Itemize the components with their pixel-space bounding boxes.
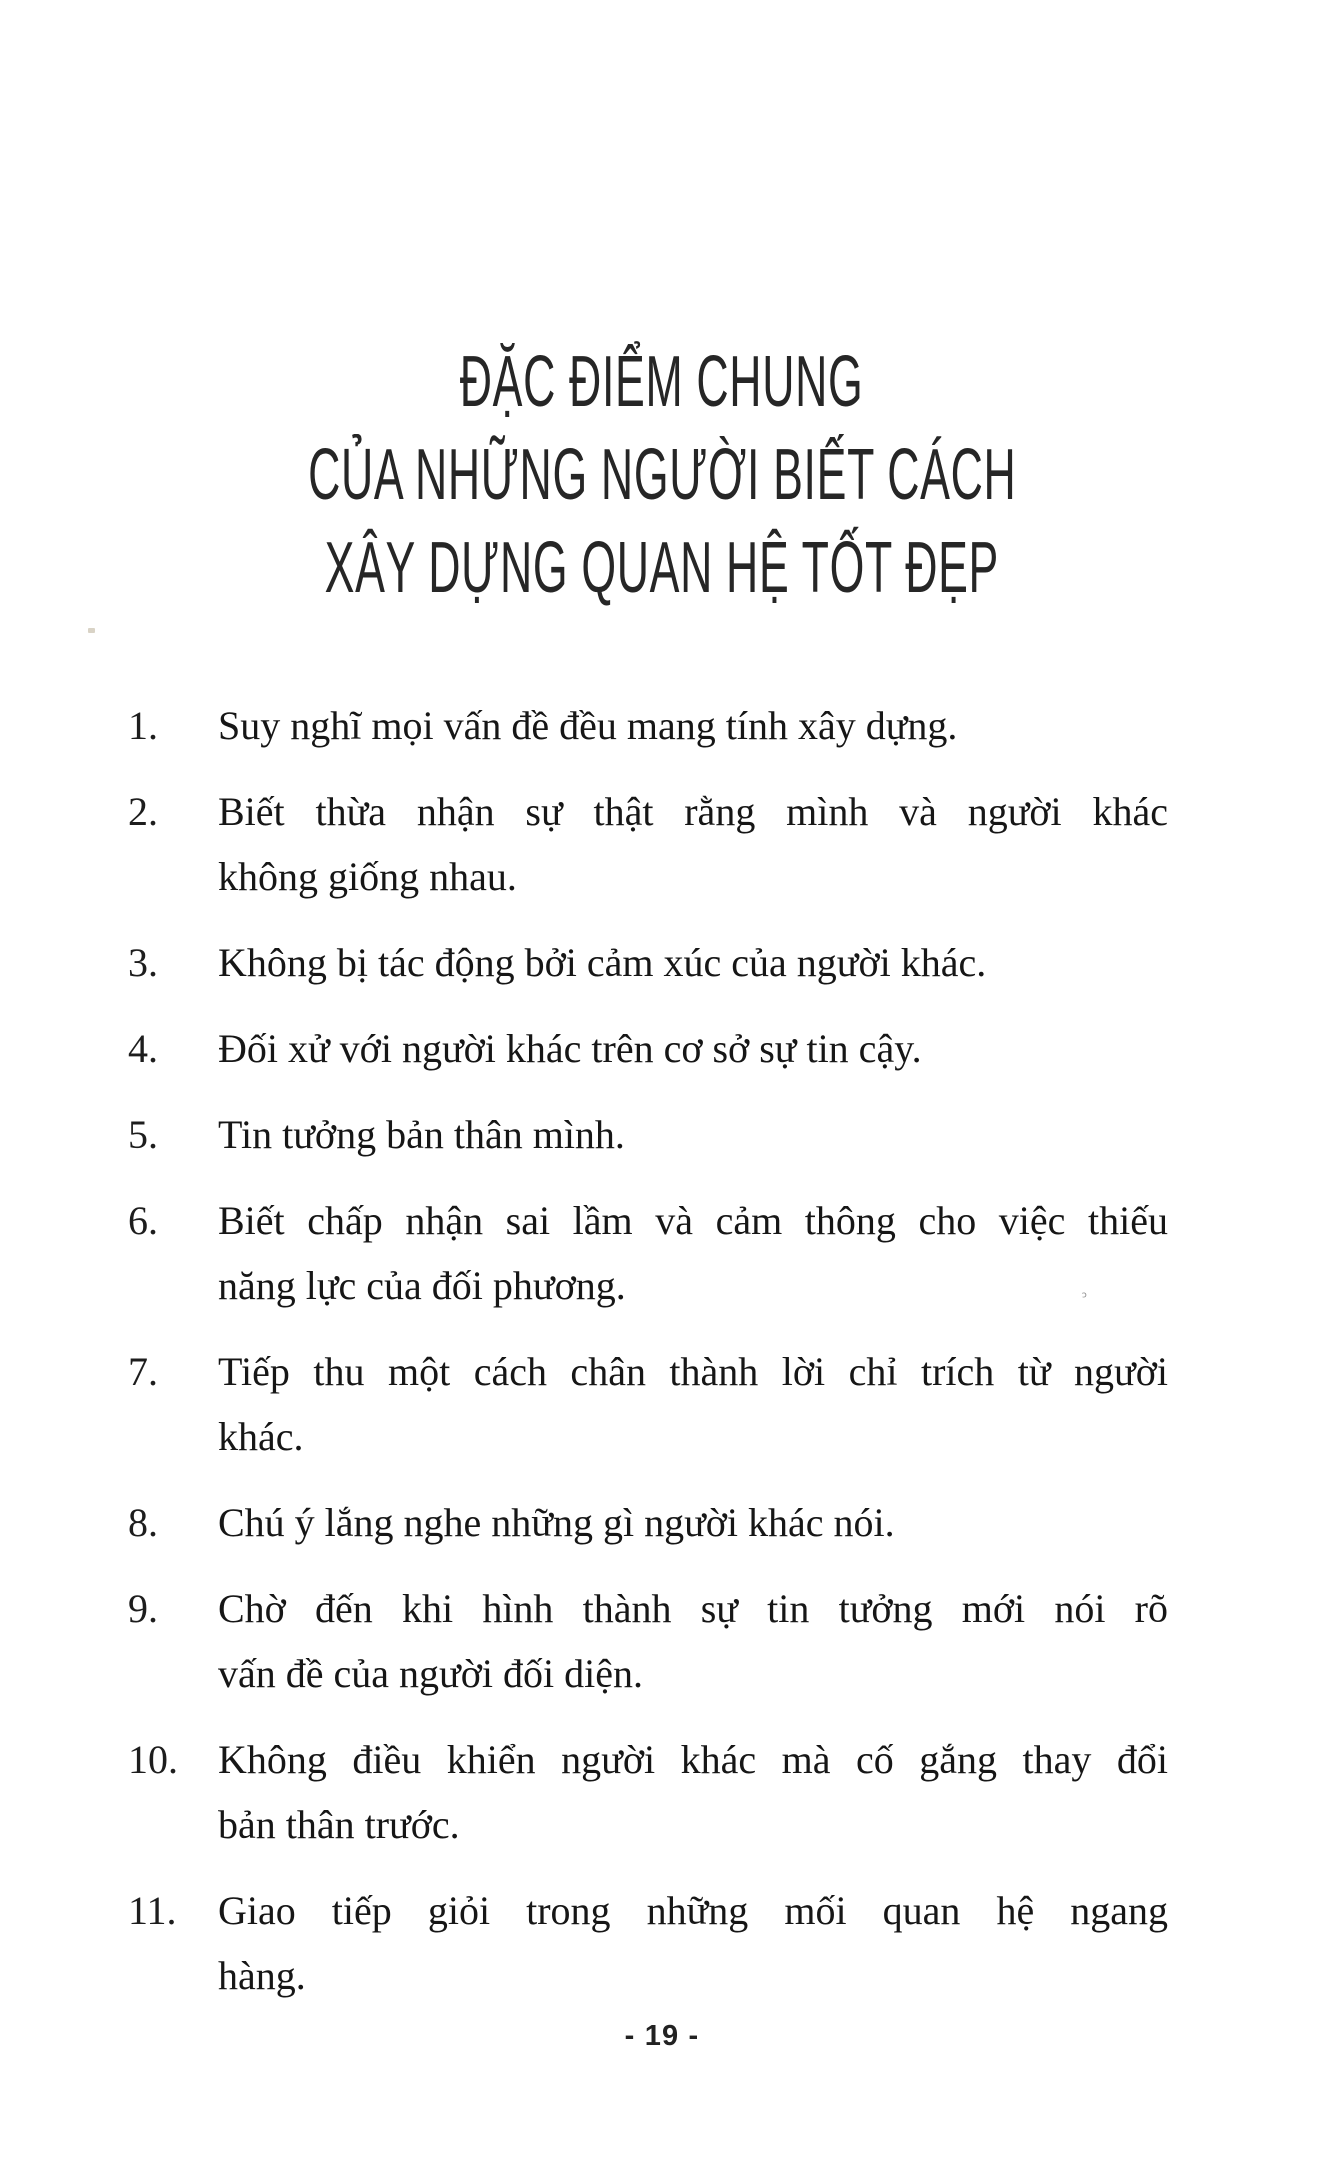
text-line: bản thân trước.	[218, 1802, 460, 1847]
list-item	[128, 1576, 1168, 1706]
numbered-list	[128, 693, 1168, 2029]
scan-artifact-speck	[88, 628, 95, 633]
list-item-number: 8.	[128, 1500, 158, 1545]
list-item	[128, 1102, 1168, 1167]
text-line: khác.	[218, 1414, 304, 1459]
list-item	[128, 1878, 1168, 2008]
list-item-text	[218, 1727, 1168, 1857]
list-item-number: 2.	[128, 789, 158, 834]
list-item-text	[218, 930, 1168, 995]
chapter-title-line-2	[0, 429, 1324, 522]
text-line: Chú ý lắng nghe những gì người khác nói.	[218, 1500, 895, 1545]
chapter-title	[0, 336, 1324, 615]
list-item	[128, 1490, 1168, 1555]
text-line: Chờ đến khi hình thành sự tin tưởng mới nói rõ	[218, 1586, 1168, 1631]
list-item-text	[218, 1339, 1168, 1469]
list-item-text	[218, 1878, 1168, 2008]
list-item-number: 6.	[128, 1198, 158, 1243]
list-item	[128, 1188, 1168, 1318]
text-line: Suy nghĩ mọi vấn đề đều mang tính xây dựng.	[218, 703, 958, 748]
text-line: Tiếp thu một cách chân thành lời chỉ trích từ người	[218, 1349, 1168, 1394]
list-item-number: 10.	[128, 1737, 178, 1782]
list-item-number: 3.	[128, 940, 158, 985]
list-item-number: 4.	[128, 1026, 158, 1071]
list-item-number: 1.	[128, 703, 158, 748]
text-line: Biết chấp nhận sai lầm và cảm thông cho việc thiếu	[218, 1198, 1168, 1243]
scan-artifact-smudge: ᵓ	[1080, 1287, 1089, 1307]
chapter-title-line-1	[0, 336, 1324, 429]
text-line: Biết thừa nhận sự thật rằng mình và người khác	[218, 789, 1168, 834]
chapter-title-text-1: ĐẶC ĐIỂM CHUNG	[460, 342, 864, 422]
list-item-number: 7.	[128, 1349, 158, 1394]
list-item	[128, 930, 1168, 995]
list-item	[128, 1016, 1168, 1081]
list-item-text	[218, 779, 1168, 909]
page-number: - 19 -	[624, 2020, 700, 2052]
text-line: năng lực của đối phương.	[218, 1263, 626, 1308]
list-item-text	[218, 1576, 1168, 1706]
list-item	[128, 779, 1168, 909]
text-line: vấn đề của người đối diện.	[218, 1651, 643, 1696]
text-line: Đối xử với người khác trên cơ sở sự tin cậy.	[218, 1026, 922, 1071]
list-item-text	[218, 1490, 1168, 1555]
list-item	[128, 1339, 1168, 1469]
text-line: Không điều khiển người khác mà cố gắng thay đổi	[218, 1737, 1168, 1782]
text-line: hàng.	[218, 1953, 306, 1998]
list-item-number: 11.	[128, 1888, 177, 1933]
list-item	[128, 693, 1168, 758]
list-item-text	[218, 1016, 1168, 1081]
text-line: Tin tưởng bản thân mình.	[218, 1112, 625, 1157]
list-item-number: 9.	[128, 1586, 158, 1631]
chapter-title-text-3: XÂY DỰNG QUAN HỆ TỐT ĐẸP	[324, 528, 1000, 608]
list-item-text	[218, 693, 1168, 758]
chapter-title-text-2: CỦA NHỮNG NGƯỜI BIẾT CÁCH	[307, 435, 1017, 515]
text-line: không giống nhau.	[218, 854, 517, 899]
list-item	[128, 1727, 1168, 1857]
text-line: Không bị tác động bởi cảm xúc của người khác.	[218, 940, 987, 985]
text-line: Giao tiếp giỏi trong những mối quan hệ ngang	[218, 1888, 1168, 1933]
chapter-title-line-3	[0, 522, 1324, 615]
list-item-text	[218, 1102, 1168, 1167]
list-item-text	[218, 1188, 1168, 1318]
list-item-number: 5.	[128, 1112, 158, 1157]
